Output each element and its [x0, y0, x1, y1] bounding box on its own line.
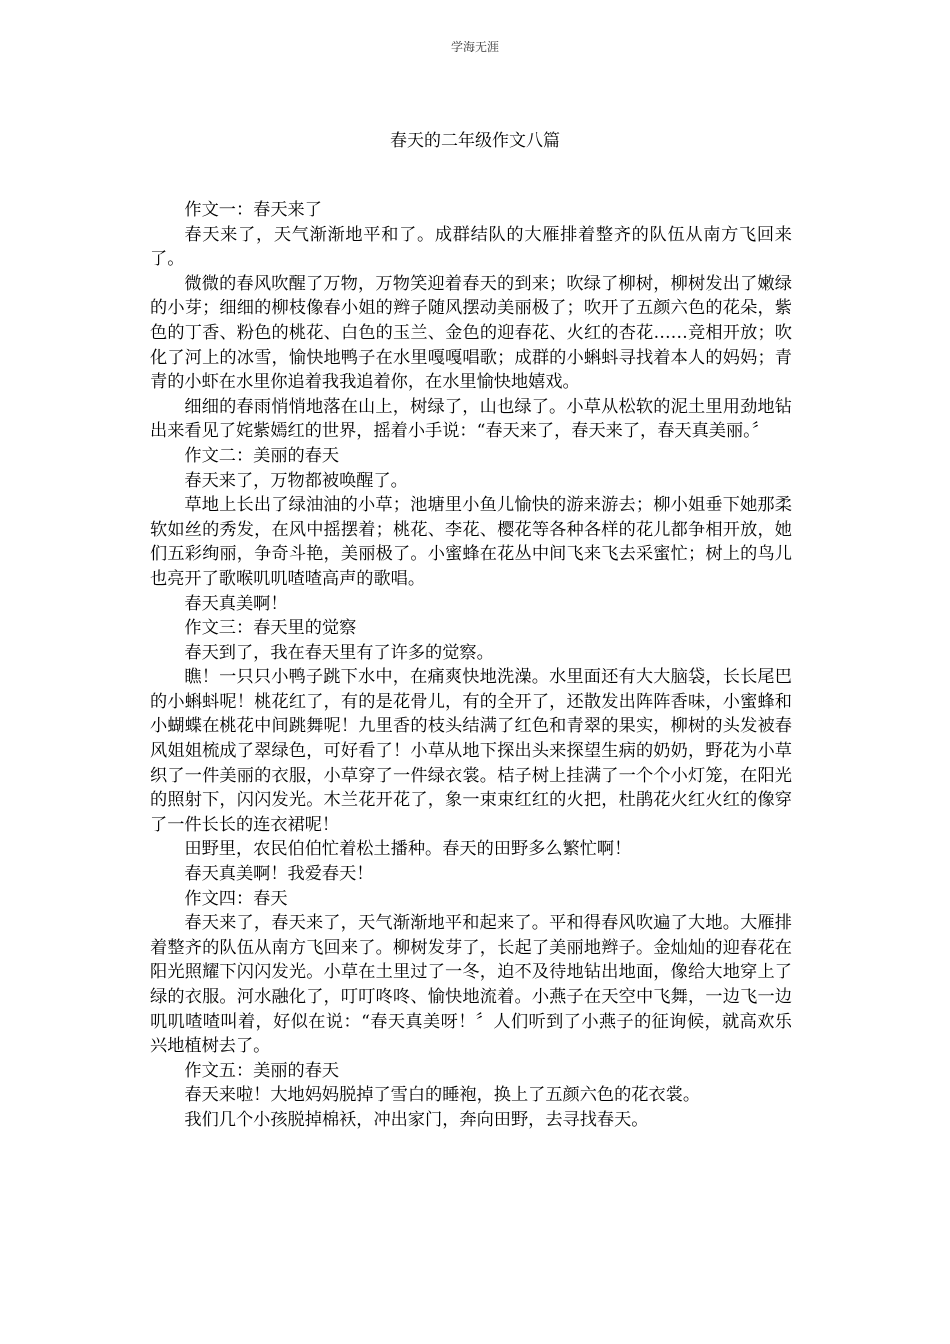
- paragraph: 春天真美啊！我爱春天！: [184, 864, 374, 885]
- paragraph: 春天来啦！大地妈妈脱掉了雪白的睡袍，换上了五颜六色的花衣裳。: [184, 1085, 701, 1106]
- paragraph: 微微的春风吹醒了万物，万物笑迎着春天的到来；吹绿了柳树，柳树发出了嫩绿的小芽；细细的柳枝像春小姐的辫子随风摆动美丽极了；吹开了五颜六色的花朵，紫色的丁香、粉色的桃花、白色的玉兰、金色的迎春花、火红的杏花……竞相开放；吹化了河上的冰雪，愉快地鸭子在水里嘎嘎唱歌；成群的小蝌蚪寻找着本人的妈妈；青青的小虾在水里你追着我我追着你，在水里愉快地嬉戏。: [150, 273, 792, 393]
- essay-3-heading: 作文三：春天里的觉察: [184, 618, 357, 639]
- essay-1-heading: 作文一：春天来了: [184, 200, 322, 220]
- paragraph: 春天来了，春天来了，天气渐渐地平和起来了。平和得春风吹遍了大地。大雁排着整齐的队伍从南方飞回来了。柳树发芽了，长起了美丽地辫子。金灿灿的迎春花在阳光照耀下闪闪发光。小草在土里过了一冬，迫不及待地钻出地面，像给大地穿上了绿的衣服。河水融化了，叮叮咚咚、愉快地流着。小燕子在天空中飞舞，一边飞一边叽叽喳喳叫着，好似在说：“春天真美呀！〞人们听到了小燕子的征询候，就高欢乐兴地植树去了。: [150, 913, 792, 1057]
- page-title: 春天的二年级作文八篇: [390, 131, 560, 151]
- essay-5-heading: 作文五：美丽的春天: [184, 1060, 340, 1081]
- essay-2-heading: 作文二：美丽的春天: [184, 445, 340, 466]
- paragraph: 田野里，农民伯伯忙着松土播种。春天的田野多么繁忙啊！: [184, 839, 632, 860]
- paragraph: 春天来了，万物都被唤醒了。: [184, 470, 408, 491]
- paragraph: 细细的春雨悄悄地落在山上，树绿了，山也绿了。小草从松软的泥土里用劲地钻出来看见了姹紫嫣红的世界，摇着小手说：“春天来了，春天来了，春天真美丽。〞: [150, 396, 792, 442]
- paragraph: 春天真美啊！: [184, 593, 288, 614]
- paragraph: 我们几个小孩脱掉棉袄，冲出家门，奔向田野，去寻找春天。: [184, 1109, 649, 1130]
- paragraph: 春天来了，天气渐渐地平和了。成群结队的大雁排着整齐的队伍从南方飞回来了。: [150, 224, 792, 270]
- document-body: [150, 198, 792, 1133]
- page-header: 学海无涯: [450, 40, 499, 54]
- paragraph: 草地上长出了绿油油的小草；池塘里小鱼儿愉快的游来游去；柳小姐垂下她那柔软如丝的秀发，在风中摇摆着；桃花、李花、樱花等各种各样的花儿都争相开放，她们五彩绚丽，争奇斗艳，美丽极了。小蜜蜂在花丛中间飞来飞去采蜜忙；树上的鸟儿也亮开了歌喉叽叽喳喳高声的歌唱。: [150, 495, 792, 589]
- essay-4-heading: 作文四：春天: [184, 888, 288, 909]
- paragraph: 春天到了，我在春天里有了许多的觉察。: [184, 642, 494, 663]
- paragraph: 瞧！一只只小鸭子跳下水中，在痛爽快地洗澡。水里面还有大大脑袋，长长尾巴的小蝌蚪呢！桃花红了，有的是花骨儿，有的全开了，还散发出阵阵香味，小蜜蜂和小蝴蝶在桃花中间跳舞呢！九里香的枝头结满了红色和青翠的果实，柳树的头发被春风姐姐梳成了翠绿色，可好看了！小草从地下探出头来探望生病的奶奶，野花为小草织了一件美丽的衣服，小草穿了一件绿衣裳。桔子树上挂满了一个个小灯笼，在阳光的照射下，闪闪发光。木兰花开花了，象一束束红红的火把，杜鹃花火红火红的像穿了一件长长的连衣裙呢！: [150, 667, 792, 835]
